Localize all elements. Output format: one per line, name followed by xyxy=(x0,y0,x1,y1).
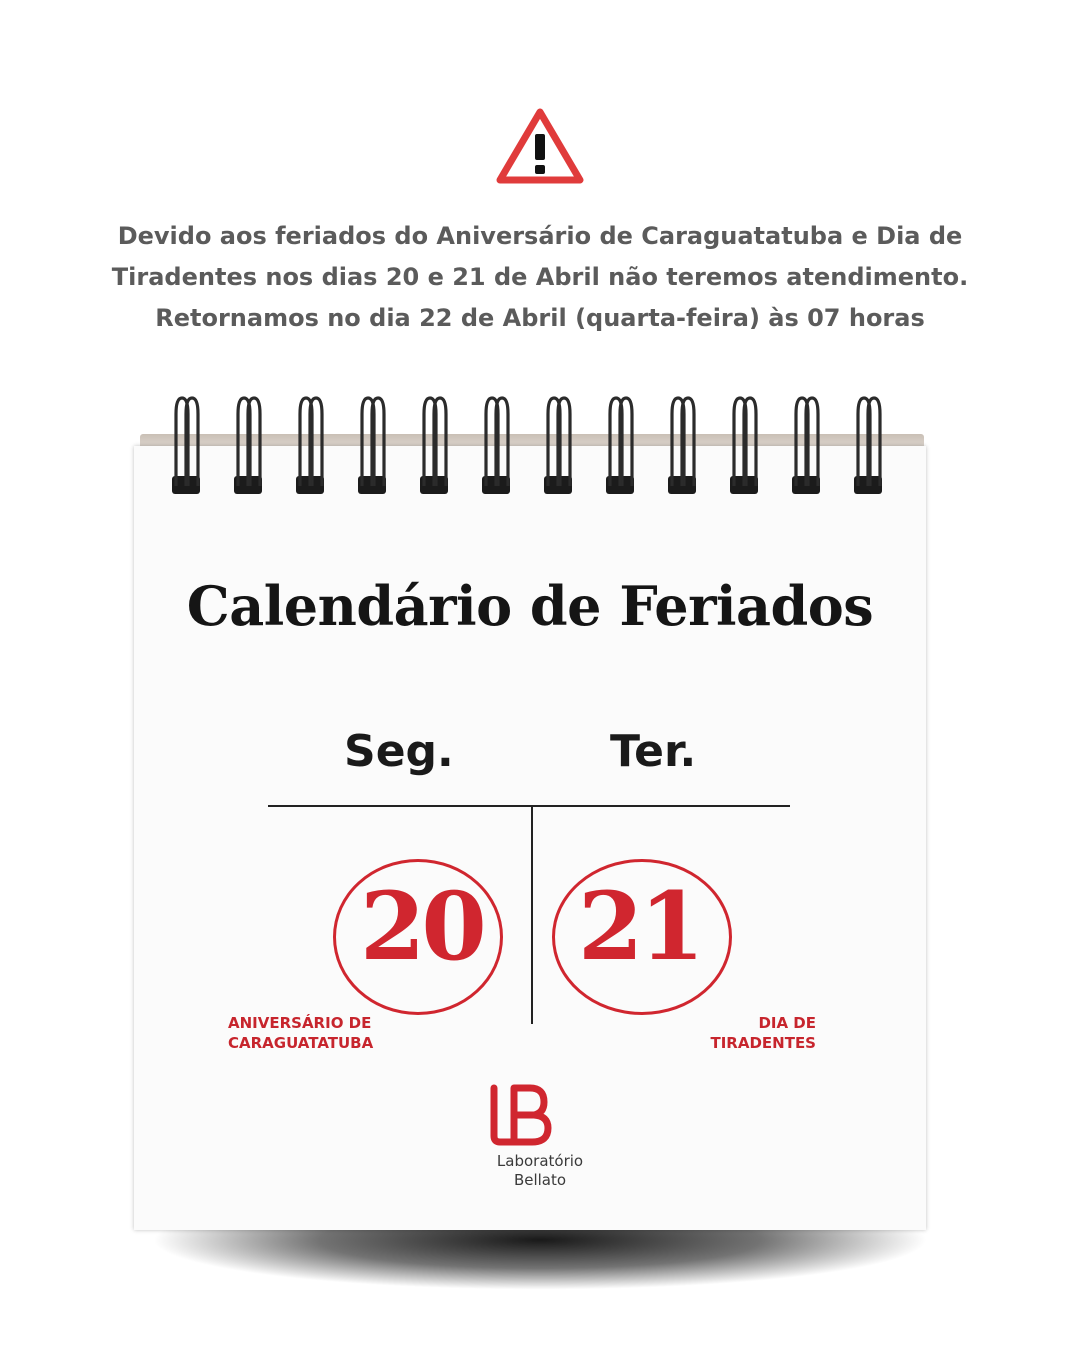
calendar-title: Calendário de Feriados xyxy=(186,574,874,638)
closure-notice xyxy=(90,216,990,339)
lb-logo-icon xyxy=(488,1084,554,1148)
holiday-label-caraguatatuba xyxy=(228,1013,373,1053)
spiral-binding-icon xyxy=(160,392,920,502)
warning-icon xyxy=(496,106,584,186)
date-number-20: 20 xyxy=(360,872,483,982)
date-number-21: 21 xyxy=(578,872,701,982)
holiday-label-line: CARAGUATATUBA xyxy=(228,1034,374,1052)
holiday-label-line: ANIVERSÁRIO DE xyxy=(228,1014,372,1032)
divider-horizontal xyxy=(268,805,790,807)
notice-line: Devido aos feriados do Aniversário de Caraguatatuba e Dia de xyxy=(117,222,963,250)
weekday-monday: Seg. xyxy=(344,726,454,777)
holiday-label-line: TIRADENTES xyxy=(710,1034,816,1052)
notice-line: Tiradentes nos dias 20 e 21 de Abril não teremos atendimento. xyxy=(111,263,969,291)
holiday-label-tiradentes xyxy=(700,1013,816,1053)
brand-name xyxy=(440,1152,640,1190)
divider-vertical xyxy=(531,806,533,1024)
holiday-label-line: DIA DE xyxy=(758,1014,816,1032)
notice-line: Retornamos no dia 22 de Abril (quarta-feira) às 07 horas xyxy=(155,304,925,332)
weekday-tuesday: Ter. xyxy=(610,726,697,777)
brand-name-line: Bellato xyxy=(513,1171,567,1189)
brand-name-line: Laboratório xyxy=(496,1152,584,1170)
